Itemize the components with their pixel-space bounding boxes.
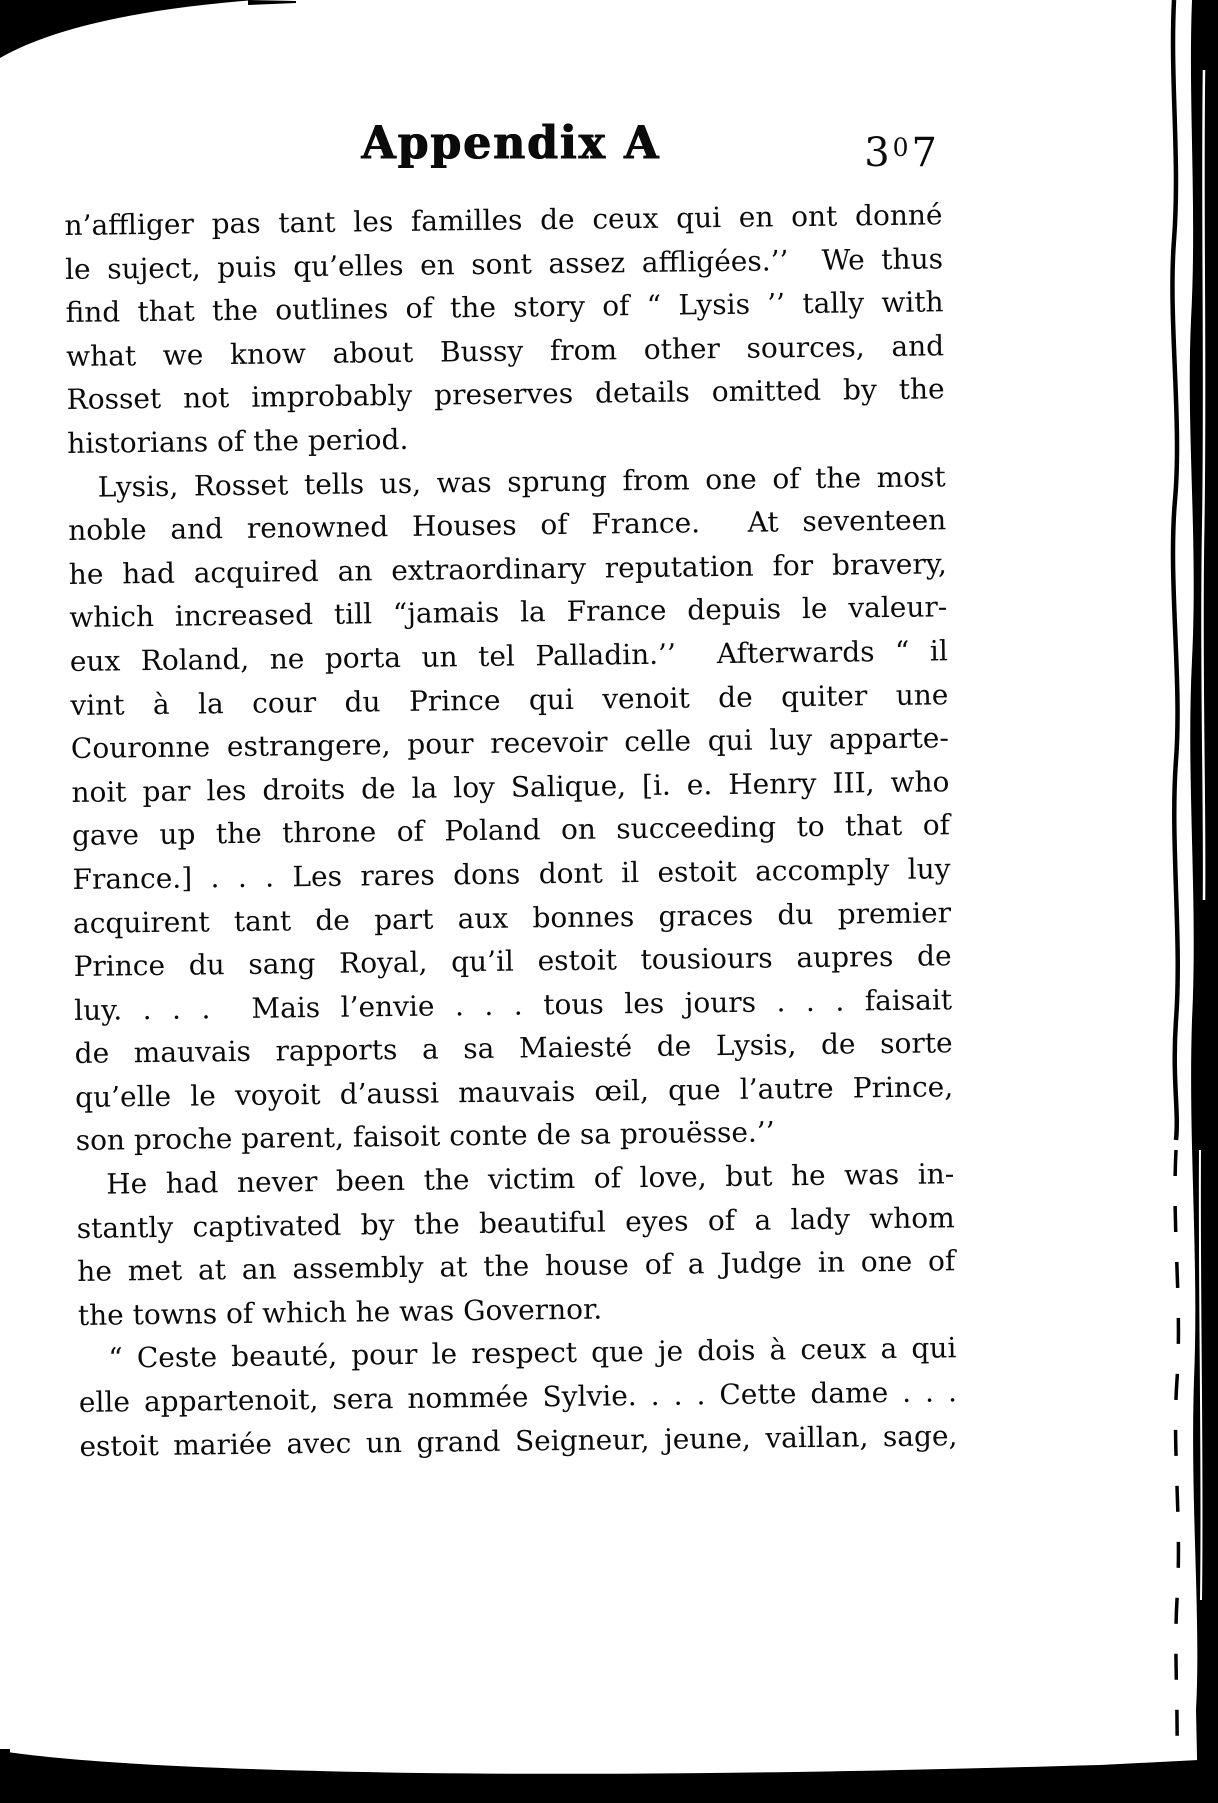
- scan-smudge-top-left: [0, 0, 330, 70]
- text-line: eux Roland, ne porta un tel Palladin.’’ Afterwards “ il: [69, 634, 949, 678]
- text-line: he met at an assembly at the house of a Judge in one of: [77, 1244, 956, 1289]
- text-line: qu’elle le voyoit d’aussi mauvais œil, que l’autre Prince,: [74, 1070, 954, 1114]
- text-line: he had acquired an extraordinary reputation for bravery,: [68, 547, 947, 591]
- text-line: which increased till “jamais la France depuis le valeur-: [69, 590, 948, 635]
- page-number-digit: 3: [864, 130, 893, 176]
- text-line: gave up the throne of Poland on succeeding to that of: [71, 808, 951, 853]
- running-header: [72, 118, 950, 188]
- text-line: acquirent tant de part aux bonnes graces du premier: [72, 895, 952, 940]
- page-number: [864, 130, 940, 176]
- text-line: le suject, puis qu’elles en sont assez affligées.’’ We thus: [64, 241, 944, 286]
- text-line: noble and renowned Houses of France. At seventeen: [68, 503, 947, 548]
- text-line: de mauvais rapports a sa Maiesté de Lysis, de sorte: [74, 1026, 953, 1071]
- text-line: historians of the period.: [67, 422, 409, 460]
- text-line: Lysis, Rosset tells us, was sprung from one of the most: [97, 459, 946, 504]
- book-gutter-shadow-right: [1158, 0, 1218, 1803]
- page-title: Appendix A: [361, 116, 661, 171]
- text-line: estoit mariée avec un grand Seigneur, jeune, vaillan, sage,: [79, 1418, 958, 1463]
- text-line: noit par les droits de la loy Salique, [i. e. Henry III, who: [71, 764, 950, 809]
- text-line: find that the outlines of the story of “ Lysis ’’ tally with: [65, 285, 944, 330]
- text-line: luy. . . . Mais l’envie . . . tous les jours . . . faisait: [73, 982, 953, 1027]
- text-line: France.] . . . Les rares dons dont il estoit accomply luy: [72, 852, 951, 896]
- text-line: son proche parent, faisoit conte de sa prouësse.’’: [75, 1115, 775, 1158]
- text-line: Rosset not improbably preserves details omitted by the: [66, 372, 945, 417]
- text-line: Couronne estrangere, pour recevoir celle qui luy apparte-: [70, 721, 950, 766]
- text-line: stantly captivated by the beautiful eyes of a lady whom: [76, 1200, 955, 1245]
- text-line: elle appartenoit, sera nommée Sylvie. . . . Cette dame . . .: [78, 1375, 958, 1419]
- text-line: the towns of which he was Governor.: [77, 1292, 603, 1332]
- text-line: He had never been the victim of love, but he was in-: [106, 1157, 955, 1201]
- scan-smudge-bottom: [0, 1743, 1218, 1803]
- body-text: [64, 193, 957, 1468]
- text-line: vint à la cour du Prince qui venoit de quiter une: [70, 677, 949, 722]
- page-number-digit: 0: [892, 133, 912, 162]
- text-line: n’affliger pas tant les familles de ceux qui en ont donné: [64, 198, 943, 243]
- text-line: “ Ceste beauté, pour le respect que je dois à ceux a qui: [108, 1331, 957, 1376]
- text-line: what we know about Bussy from other sources, and: [65, 329, 945, 373]
- page-number-digit: 7: [911, 130, 940, 176]
- text-line: Prince du sang Royal, qu’il estoit tousiours aupres de: [73, 939, 952, 984]
